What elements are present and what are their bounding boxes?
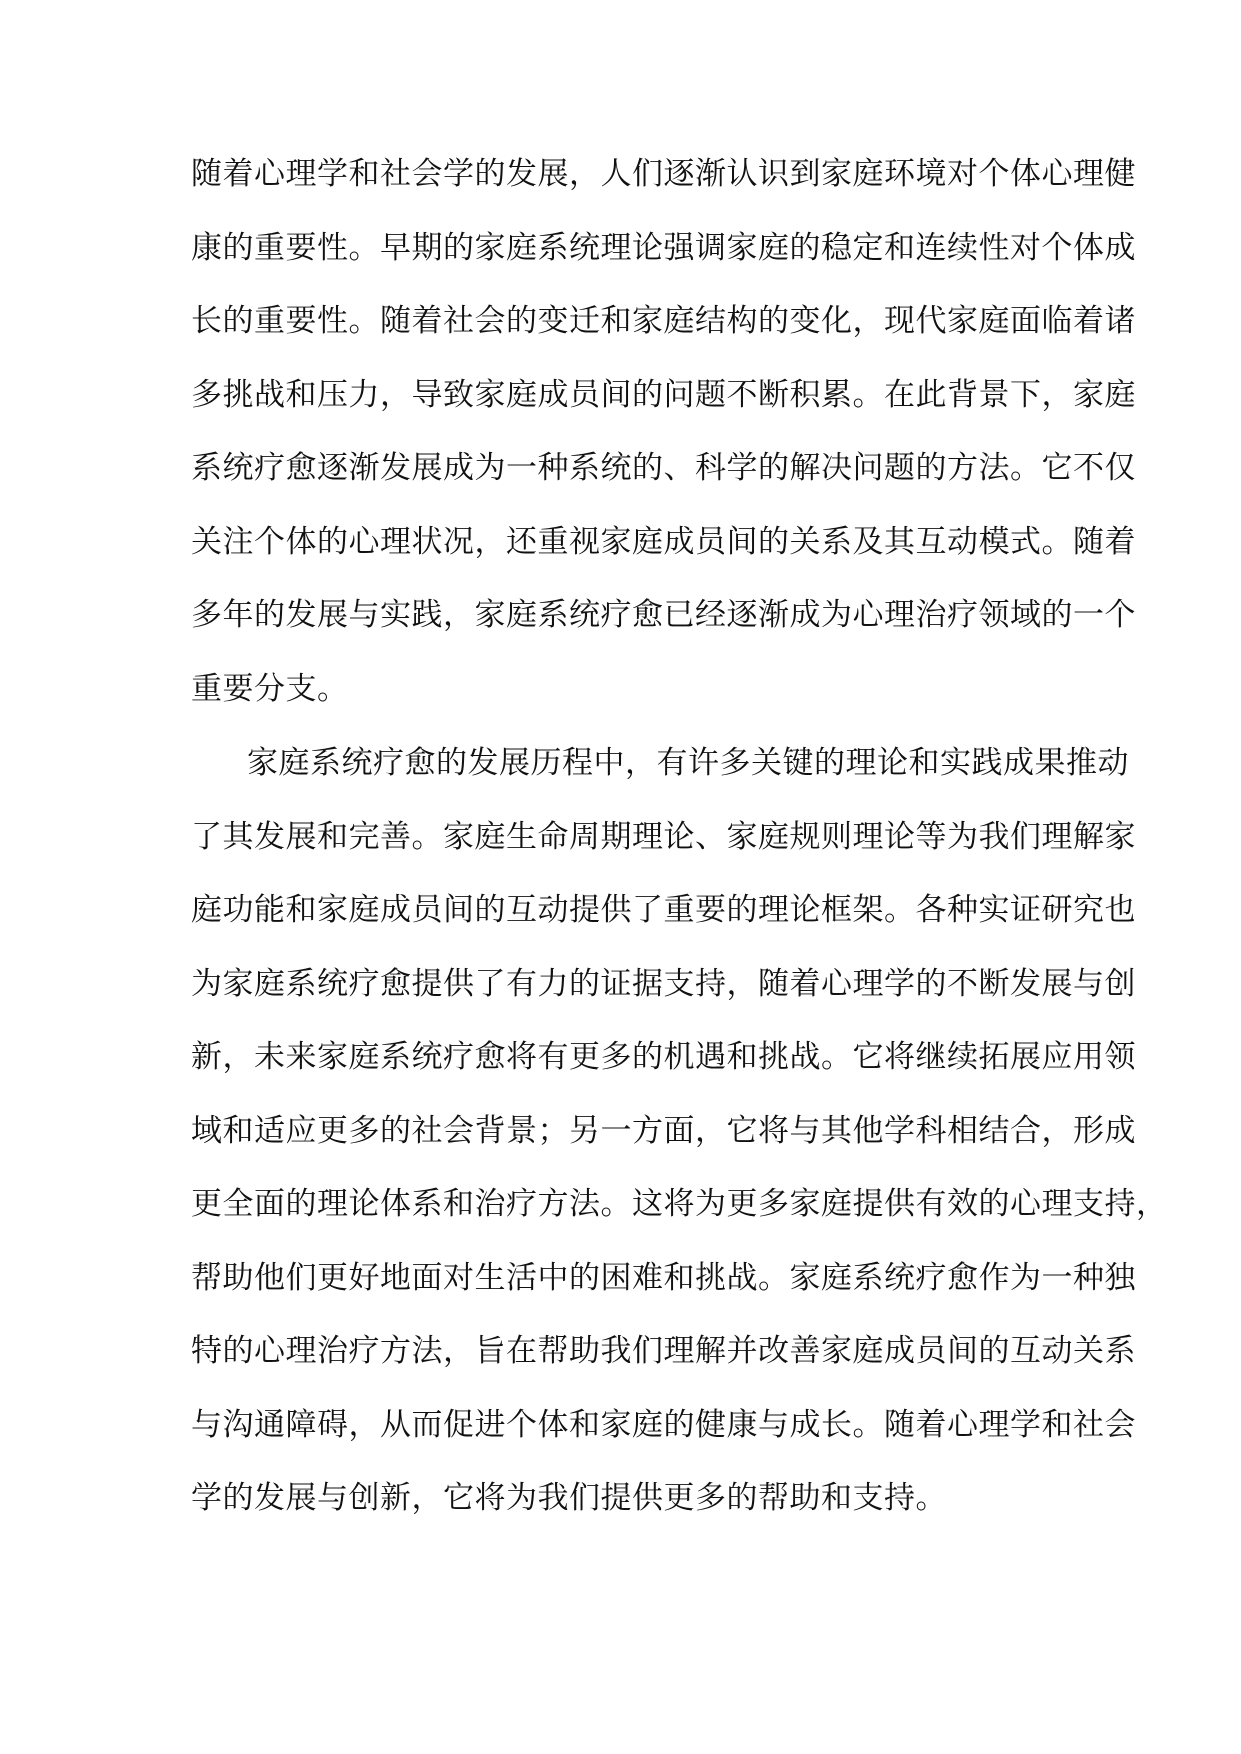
paragraph-line: 学的发展与创新，它将为我们提供更多的帮助和支持。 [191, 1480, 947, 1516]
paragraph-line: 康的重要性。早期的家庭系统理论强调家庭的稳定和连续性对个体成 [191, 229, 1136, 266]
paragraph-line: 新，未来家庭系统疗愈将有更多的机遇和挑战。它将继续拓展应用领 [191, 1039, 1136, 1075]
paragraph-line: 多挑战和压力，导致家庭成员间的问题不断积累。在此背景下，家庭 [191, 376, 1136, 413]
paragraph-line: 为家庭系统疗愈提供了有力的证据支持，随着心理学的不断发展与创 [191, 965, 1136, 1002]
paragraph-line: 特的心理治疗方法，旨在帮助我们理解并改善家庭成员间的互动关系 [191, 1333, 1136, 1369]
paragraph-line: 重要分支。 [191, 670, 349, 707]
paragraph-line: 域和适应更多的社会背景；另一方面，它将与其他学科相结合，形成 [191, 1112, 1136, 1149]
paragraph-line: 系统疗愈逐渐发展成为一种系统的、科学的解决问题的方法。它不仅 [191, 450, 1136, 486]
paragraph-line: 长的重要性。随着社会的变迁和家庭结构的变化，现代家庭面临着诸 [191, 303, 1136, 339]
paragraph-line: 了其发展和完善。家庭生命周期理论、家庭规则理论等为我们理解家 [191, 818, 1136, 855]
paragraph-1 [191, 138, 1136, 726]
paragraph-line: 帮助他们更好地面对生活中的困难和挑战。家庭系统疗愈作为一种独 [191, 1259, 1136, 1296]
paragraph-2 [191, 727, 1168, 1536]
paragraph-line: 更全面的理论体系和治疗方法。这将为更多家庭提供有效的心理支持， [191, 1186, 1168, 1222]
paragraph-line: 家庭系统疗愈的发展历程中，有许多关键的理论和实践成果推动 [247, 745, 1129, 781]
paragraph-line: 多年的发展与实践，家庭系统疗愈已经逐渐成为心理治疗领域的一个 [191, 597, 1136, 633]
paragraph-line: 关注个体的心理状况，还重视家庭成员间的关系及其互动模式。随着 [191, 523, 1136, 560]
paragraph-line: 与沟通障碍，从而促进个体和家庭的健康与成长。随着心理学和社会 [191, 1406, 1136, 1443]
paragraph-line: 庭功能和家庭成员间的互动提供了重要的理论框架。各种实证研究也 [191, 892, 1136, 928]
paragraph-line: 随着心理学和社会学的发展，人们逐渐认识到家庭环境对个体心理健 [191, 156, 1136, 192]
